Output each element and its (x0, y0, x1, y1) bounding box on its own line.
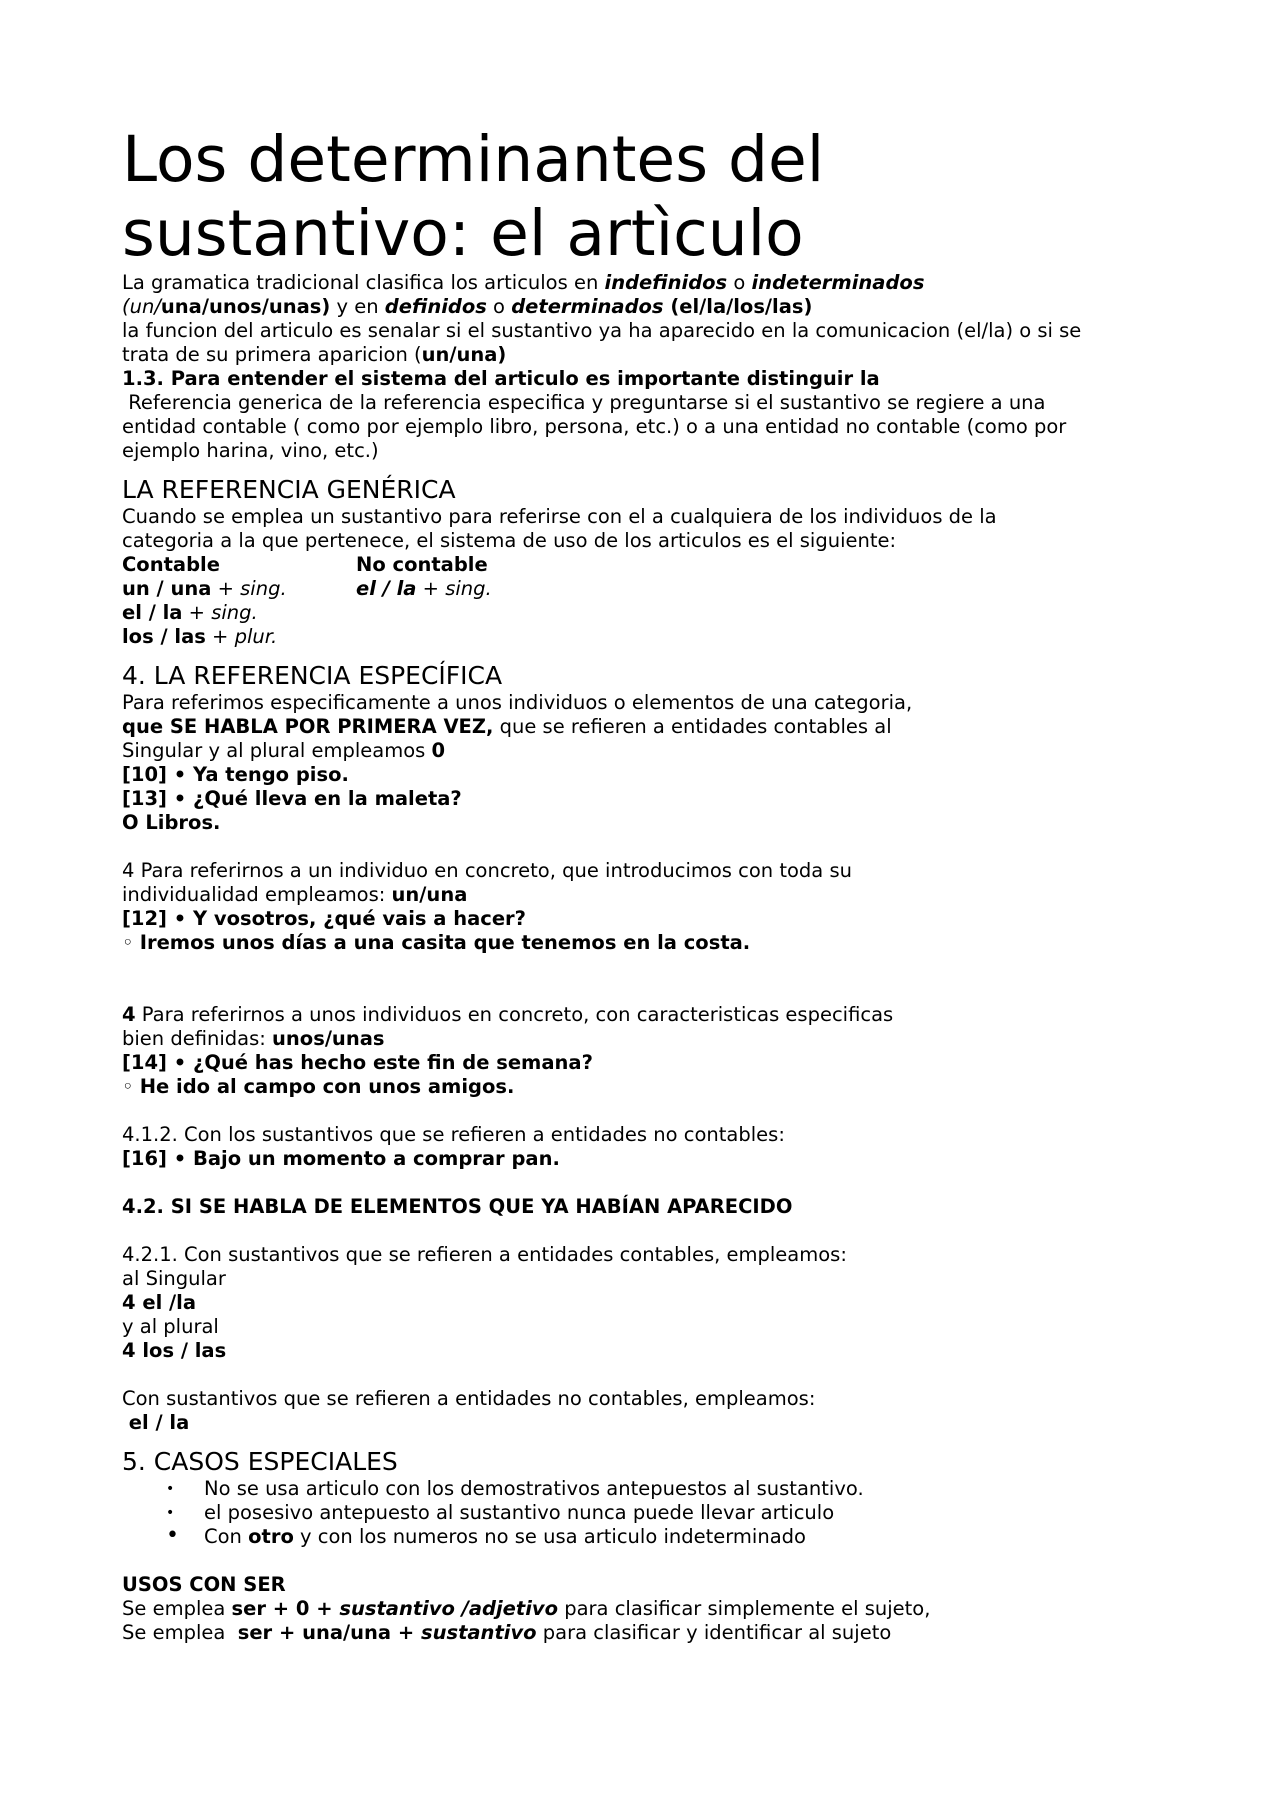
especifica-p3-line-1: 4 Para referirnos a unos individuos en concreto, con caracteristicas especificas (122, 1003, 894, 1026)
generica-section (122, 475, 1180, 649)
aparecido-line-5: 4 los / las (122, 1339, 227, 1362)
section-heading-aparecido: 4.2. SI SE HABLA DE ELEMENTOS QUE YA HABÍAN APARECIDO (122, 1195, 793, 1218)
list-item: • No se usa articulo con los demostrativos antepuestos al sustantivo. (166, 1477, 864, 1500)
example-14-answer: ◦ He ido al campo con unos amigos. (122, 1075, 515, 1098)
intro-line-4: trata de su primera aparicion (un/una) (122, 343, 507, 366)
title-line-2: sustantivo: el artìculo (122, 197, 804, 270)
section-heading-generica: LA REFERENCIA GENÉRICA (122, 475, 456, 504)
generica-line-2: categoria a la que pertenece, el sistema de uso de los articulos es el siguiente: (122, 529, 897, 552)
intro-line-3: la funcion del articulo es senalar si el sustantivo ya ha aparecido en la comunicacion (el/la) o si se (122, 319, 1082, 342)
generica-row-3: los / las + plur. (122, 625, 278, 648)
title-line-1: Los determinantes del (122, 123, 825, 196)
aparecido-line-6: Con sustantivos que se refieren a entidades no contables, empleamos: (122, 1387, 816, 1410)
section-heading-ser: USOS CON SER (122, 1573, 286, 1596)
intro-line-5: 1.3. Para entender el sistema del articulo es importante distinguir la (122, 367, 880, 390)
especiales-list (122, 1477, 1180, 1549)
example-13: [13] • ¿Qué lleva en la maleta? (122, 787, 462, 810)
especifica-p2-line-1: 4 Para referirnos a un individuo en concreto, que introducimos con toda su (122, 859, 852, 882)
ser-section (122, 1573, 1180, 1645)
intro-line-1: La gramatica tradicional clasifica los articulos en indefinidos o indeterminados (122, 271, 925, 294)
generica-row-1: un / una + sing. el / la + sing. (122, 577, 492, 600)
especifica-p3-line-2: bien definidas: unos/unas (122, 1027, 385, 1050)
example-12: [12] • Y vosotros, ¿qué vais a hacer? (122, 907, 526, 930)
aparecido-line-1: 4.2.1. Con sustantivos que se refieren a entidades contables, empleamos: (122, 1243, 847, 1266)
example-14: [14] • ¿Qué has hecho este fin de semana? (122, 1051, 593, 1074)
ser-line-2: Se emplea ser + una/una + sustantivo para clasificar y identificar al sujeto (122, 1621, 892, 1644)
example-12-answer: ◦ Iremos unos días a una casita que tenemos en la costa. (122, 931, 751, 954)
especifica-line-2: que SE HABLA POR PRIMERA VEZ, que se refieren a entidades contables al (122, 715, 892, 738)
especiales-section (122, 1447, 1180, 1549)
especifica-line-3: Singular y al plural empleamos 0 (122, 739, 446, 762)
example-13-answer: O Libros. (122, 811, 221, 834)
example-10: [10] • Ya tengo piso. (122, 763, 349, 786)
aparecido-line-7: el / la (122, 1411, 190, 1434)
section-heading-especifica: 4. LA REFERENCIA ESPECÍFICA (122, 661, 503, 690)
page-title (122, 123, 1180, 271)
aparecido-section (122, 1195, 1180, 1435)
list-item: • el posesivo antepuesto al sustantivo nunca puede llevar articulo (166, 1501, 835, 1524)
list-item: • Con otro y con los numeros no se usa articulo indeterminado (166, 1523, 806, 1548)
aparecido-line-4: y al plural (122, 1315, 219, 1338)
intro-line-8: ejemplo harina, vino, etc.) (122, 439, 379, 462)
intro-line-2: (un/una/unos/unas) y en definidos o determinados (el/la/los/las) (122, 295, 813, 318)
especifica-p2-line-2: individualidad empleamos: un/una (122, 883, 468, 906)
generica-line-1: Cuando se emplea un sustantivo para referirse con el a cualquiera de los individuos de la (122, 505, 997, 528)
generica-row-2: el / la + sing. (122, 601, 258, 624)
especifica-section (122, 661, 1180, 1171)
intro-section (122, 271, 1180, 463)
intro-line-6: Referencia generica de la referencia especifica y preguntarse si el sustantivo se regiere a una (122, 391, 1046, 414)
intro-line-7: entidad contable ( como por ejemplo libro, persona, etc.) o a una entidad no contable (como por (122, 415, 1067, 438)
aparecido-line-2: al Singular (122, 1267, 226, 1290)
section-heading-especiales: 5. CASOS ESPECIALES (122, 1447, 398, 1476)
especifica-p4-line-1: 4.1.2. Con los sustantivos que se refieren a entidades no contables: (122, 1123, 785, 1146)
especifica-line-1: Para referimos especificamente a unos individuos o elementos de una categoria, (122, 691, 913, 714)
aparecido-line-3: 4 el /la (122, 1291, 197, 1314)
generica-table-header: Contable No contable (122, 553, 488, 576)
example-16: [16] • Bajo un momento a comprar pan. (122, 1147, 560, 1170)
ser-line-1: Se emplea ser + 0 + sustantivo /adjetivo para clasificar simplemente el sujeto, (122, 1597, 931, 1620)
